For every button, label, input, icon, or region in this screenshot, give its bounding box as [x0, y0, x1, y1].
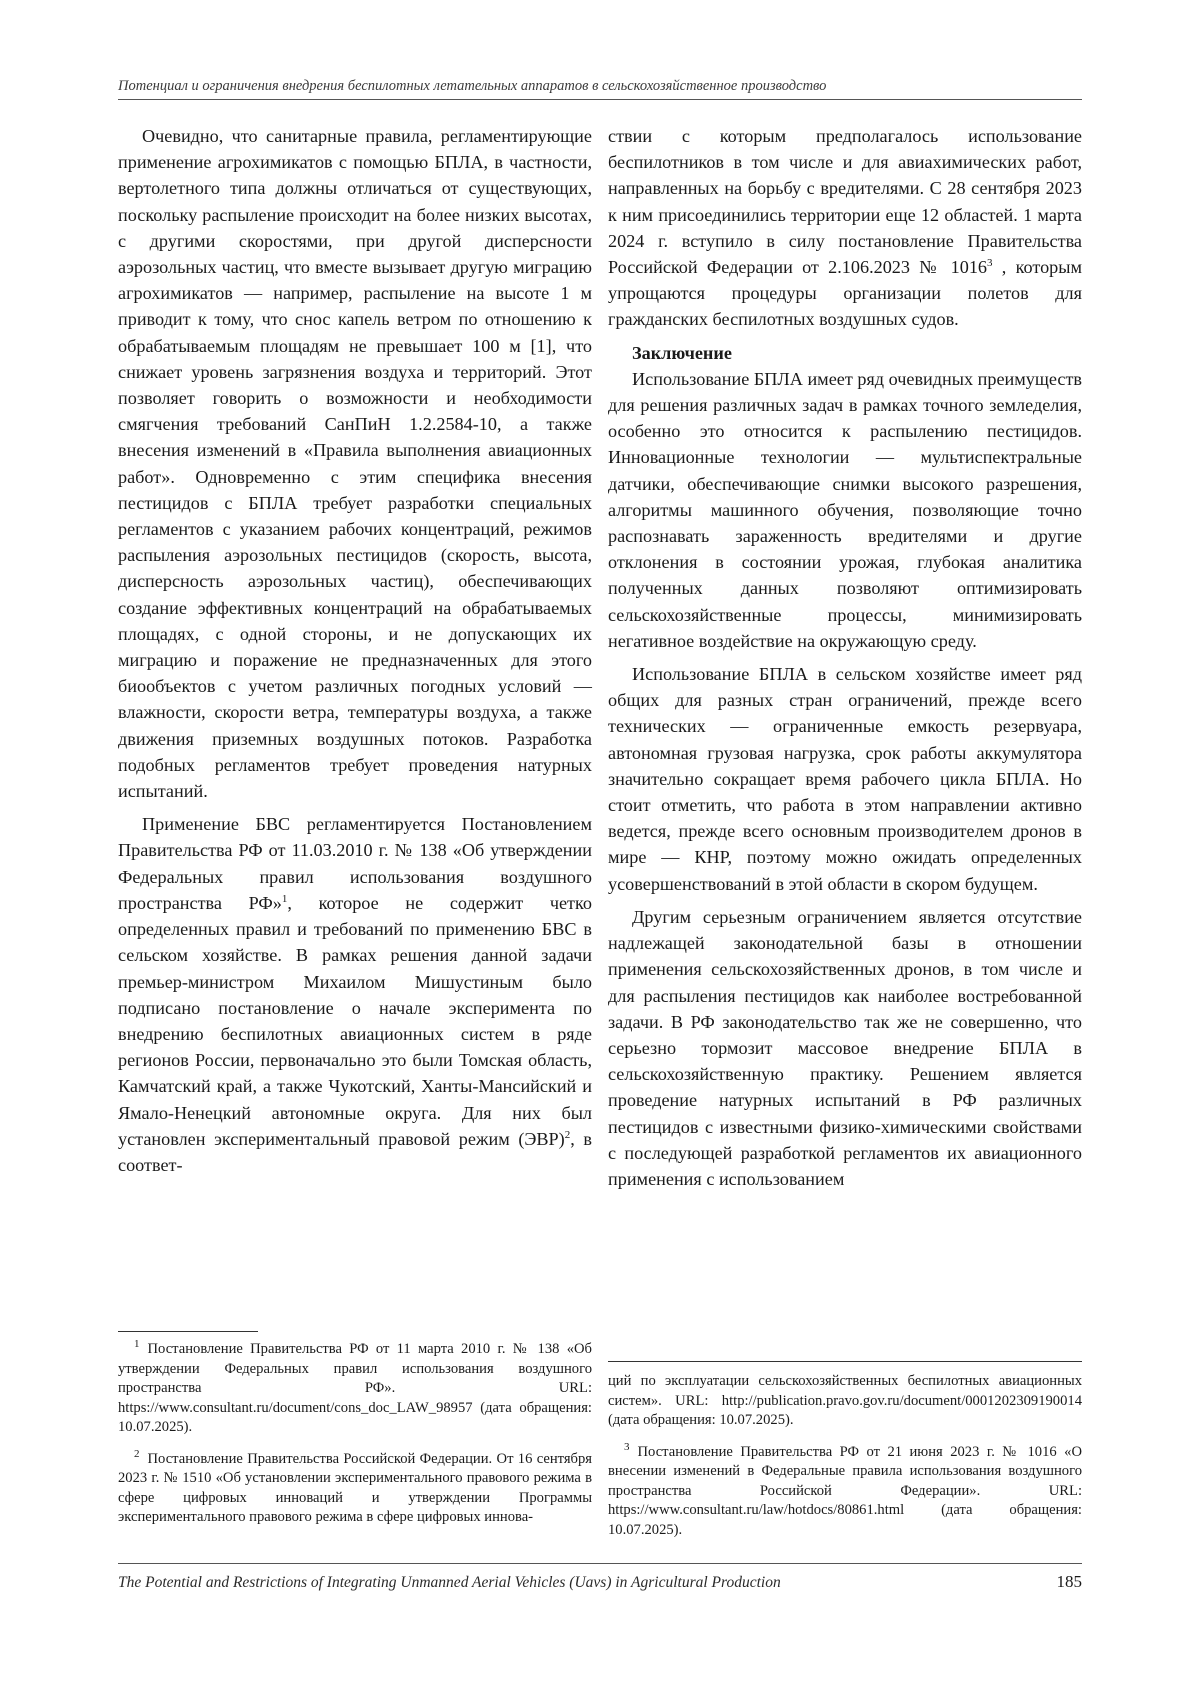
right-paragraph-1: [608, 123, 1082, 333]
footnote-3-text: Постановление Правительства РФ от 21 июня 2023 г. № 1016 «О внесении изменений в Федеральные правила использования воздушного пространства Российской Федерации». URL: https://www.consultant.ru/law/hotdocs/80861.html (дата обращения: 10.07.2025).: [608, 1443, 1082, 1538]
footnote-1-number: 1: [134, 1338, 140, 1351]
footnote-2: [118, 1447, 592, 1528]
footnote-ref-3[interactable]: 3: [987, 256, 993, 269]
footnote-3-number: 3: [624, 1440, 630, 1453]
left-paragraph-2-text-b: , которое не содержит четко определенных правил и требований по применению БВС в сельском хозяйстве. В рамках решения данной задачи премьер-министром Михаилом Мишустиным было подписано постановление о начале эксперимента по внедрению беспилотных авиационных систем в ряде регионов России, первоначально это были Томская область, Камчатский край, а также Чукотский, Ханты-Мансийский и Ямало-Ненецкий автономные округа. Для них был установлен экспериментальный правовой режим (ЭВР): [118, 892, 592, 1149]
left-paragraph-1: Очевидно, что санитарные правила, регламентирующие применение агрохимикатов с помощью БПЛА, в частности, вертолетного типа должны отличаться от существующих, поскольку распыление происходит на более низких высотах, с другими скоростями, при другой дисперсности аэрозольных частиц, что вместе вызывает другую миграцию агрохимикатов — например, распыление на высоте 1 м приводит к тому, что снос капель ветром по отношению к обрабатываемым площадям не превышает 100 м [1], что снижает уровень загрязнения воздуха и территорий. Этот позволяет говорить о возможности и необходимости смягчения требований СанПиН 1.2.2584-10, а также внесения изменений в «Правила выполнения авиационных работ». Одновременно с этим специфика внесения пестицидов с БПЛА требует разработки специальных регламентов с указанием рабочих концентраций, режимов распыления аэрозольных пестицидов (скорость, высота, дисперсность аэрозольных частиц), обеспечивающих создание эффективных концентраций на обрабатываемых площадях, с одной стороны, и не допускающих их миграцию и поражение не предназначенных для этого биообъектов с учетом различных погодных условий — влажности, скорости ветра, температуры воздуха, а также движения приземных воздушных потоков. Разработка подобных регламентов требует проведения натурных испытаний.: [118, 126, 592, 802]
left-paragraph-2-text-c: , в соответ-: [118, 1128, 592, 1175]
page-footer: [118, 1563, 1082, 1592]
footnotes-right: [608, 1372, 1082, 1552]
left-paragraph-2-text-a: Применение БВС регламентируется Постановлением Правительства РФ от 11.03.2010 г. № 138 «Об утверждении Федеральных правил использования воздушного пространства РФ»: [118, 814, 592, 913]
footnote-ref-2[interactable]: 2: [564, 1128, 571, 1141]
footnote-2-number: 2: [134, 1447, 140, 1460]
english-title: The Potential and Restrictions of Integrating Unmanned Aerial Vehicles (Uavs) in Agricultural Production: [118, 1574, 781, 1591]
footnote-divider-left: [118, 1331, 258, 1332]
left-column: [118, 123, 592, 1185]
right-paragraph-2: Использование БПЛА имеет ряд очевидных преимуществ для решения различных задач в рамках точного земледелия, особенно это относится к распылению пестицидов. Инновационные технологии — мультиспектральные датчики, обеспечивающие снимки высокого разрешения, алгоритмы машинного обучения, позволяющие точно распознавать зараженность вредителями и другие отклонения в состоянии урожая, глубокая аналитика полученных данных позволяют оптимизировать сельскохозяйственные процессы, минимизировать негативное воздействие на окружающую среду.: [608, 368, 1082, 651]
footnotes-left: [118, 1340, 592, 1540]
footnote-2-text: Постановление Правительства Российской Федерации. От 16 сентября 2023 г. № 1510 «Об установлении экспериментального правового режима в сфере цифровых инноваций и утверждении Программы экспериментального правового режима в сфере цифровых иннова-: [118, 1450, 592, 1525]
right-paragraph-1-text-b: , которым упрощаются процедуры организации полетов для гражданских беспилотных воздушных судов.: [608, 257, 1083, 330]
footnote-ref-1[interactable]: 1: [281, 892, 288, 905]
conclusion-heading: Заключение: [632, 342, 732, 363]
footnote-1: [118, 1340, 592, 1438]
footnote-divider-right: [608, 1361, 1082, 1362]
footnote-2-continuation: ций по эксплуатации сельскохозяйственных беспилотных авиационных систем». URL: http://publication.pravo.gov.ru/document/0001202309190014 (дата обращения: 10.07.2025).: [608, 1373, 1082, 1428]
right-paragraph-4: Другим серьезным ограничением является отсутствие надлежащей законодательной базы в отношении применения сельскохозяйственных дронов, в том числе и для распыления пестицидов как наиболее востребованной задачи. В РФ законодательство так же не совершенно, что серьезно тормозит массовое внедрение БПЛА в сельскохозяйственную практику. Решением является проведение натурных испытаний в РФ различных пестицидов с известными физико-химическими свойствами с последующей разработкой регламентов их авиационного применения с использованием: [608, 906, 1082, 1189]
left-paragraph-2: [118, 811, 592, 1178]
footnote-3: [608, 1440, 1082, 1541]
right-paragraph-3: Использование БПЛА в сельском хозяйстве имеет ряд общих для разных стран ограничений, прежде всего технических — ограниченные емкость резервуара, автономная грузовая нагрузка, срок работы аккумулятора значительно сокращает время рабочего цикла БПЛА. Но стоит отметить, что работа в этом направлении активно ведется, прежде всего основным производителем дронов в мире — КНР, поэтому можно ожидать определенных усовершенствований в этой области в скором будущем.: [608, 664, 1082, 894]
right-column: [608, 123, 1082, 1199]
running-head: Потенциал и ограничения внедрения беспилотных летательных аппаратов в сельскохозяйственное производство: [118, 78, 1082, 100]
page-number: 185: [1056, 1572, 1082, 1591]
right-paragraph-1-text-a: ствии с которым предполагалось использование беспилотников в том числе и для авиахимических работ, направленных на борьбу с вредителями. С 28 сентября 2023 к ним присоединились территории еще 12 областей. 1 марта 2024 г. вступило в силу постановление Правительства Российской Федерации от 2.106.2023 № 1016: [608, 126, 1082, 278]
footnote-1-text: Постановление Правительства РФ от 11 марта 2010 г. № 138 «Об утверждении Федеральных правил использования воздушного пространства РФ». URL: https://www.consultant.ru/document/cons_doc_LAW_98957 (дата обращения: 10.07.2025).: [118, 1341, 592, 1435]
